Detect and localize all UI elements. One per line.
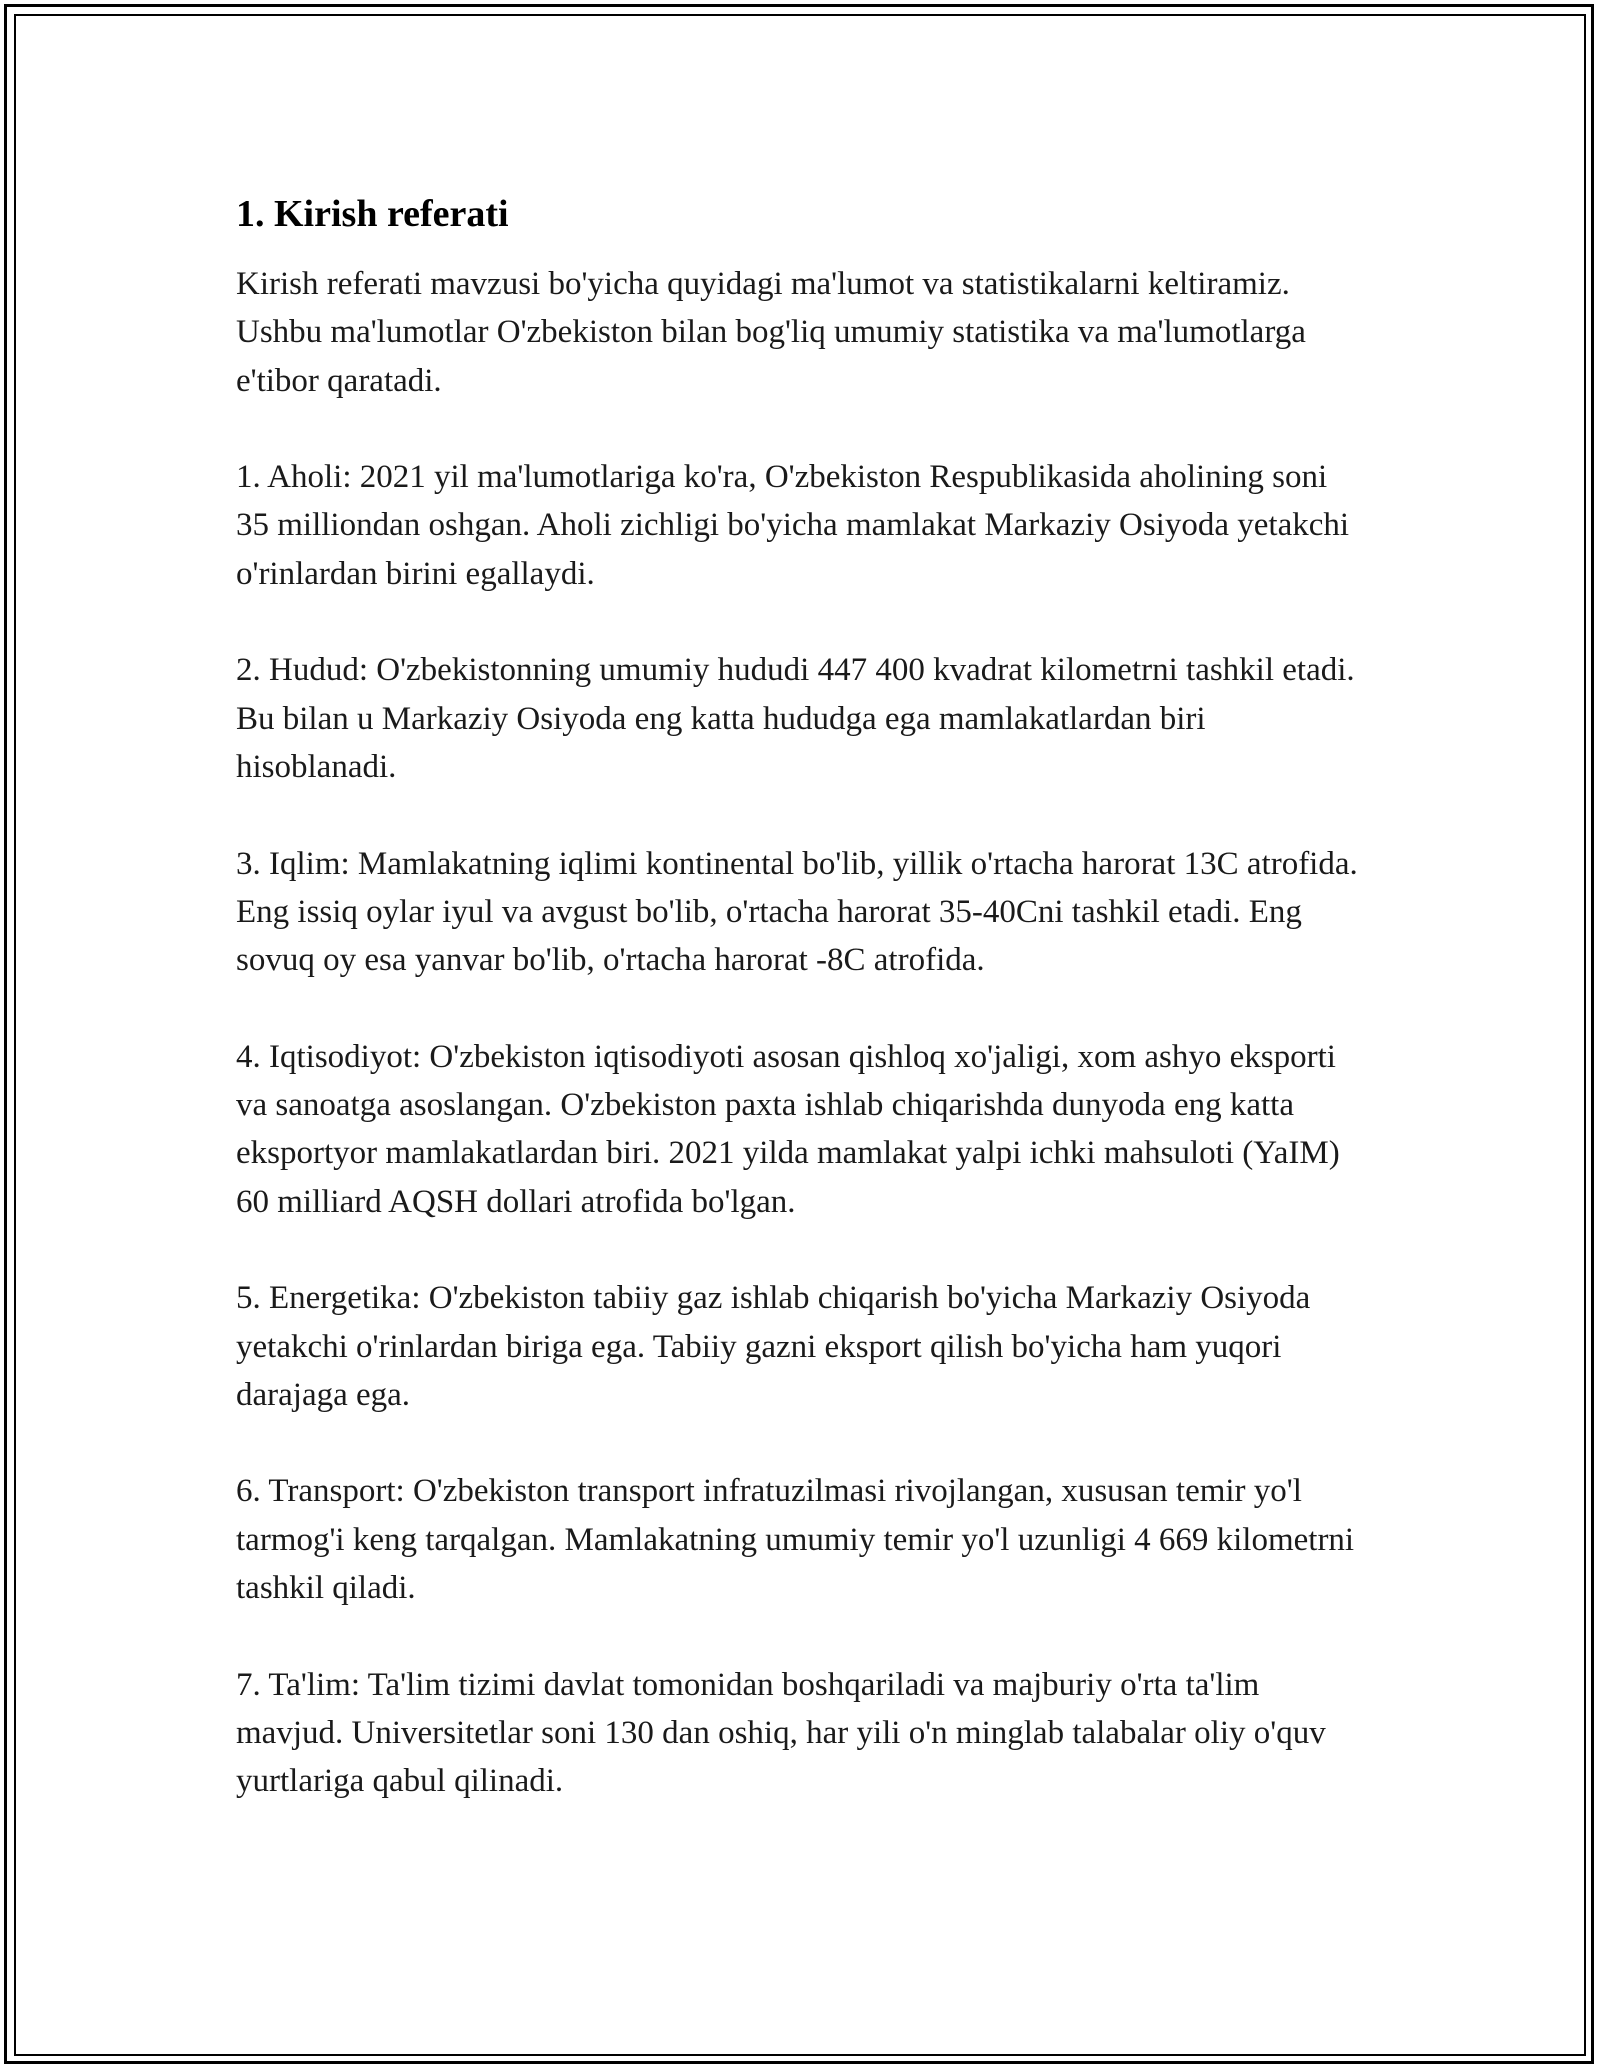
item-climate: 3. Iqlim: Mamlakatning iqlimi kontinental bo'lib, yillik o'rtacha harorat 13C atrofida. Eng issiq oylar iyul va avgust bo'lib, o'rtacha harorat 35-40Cni tashkil etadi. Eng sovuq oy esa yanvar bo'lib, o'rtacha harorat -8C atrofida. [236, 845, 1358, 979]
intro-paragraph: Kirish referati mavzusi bo'yicha quyidagi ma'lumot va statistikalarni keltiramiz. Ushbu ma'lumotlar O'zbekiston bilan bog'liq umumiy statistika va ma'lumotlarga e'tibor qaratadi. [236, 266, 1306, 399]
document-title: 1. Kirish referati [236, 193, 509, 235]
item-economy: 4. Iqtisodiyot: O'zbekiston iqtisodiyoti asosan qishloq xo'jaligi, xom ashyo eksporti va sanoatga asoslangan. O'zbekiston paxta ishlab chiqarishda dunyoda eng katta eksportyor mamlakatlardan biri. 2021 yilda mamlakat yalpi ichki mahsuloti (YaIM) 60 milliard AQSH dollari atrofida bo'lgan. [236, 1038, 1340, 1220]
item-transport: 6. Transport: O'zbekiston transport infratuzilmasi rivojlangan, xususan temir yo'l tarmog'i keng tarqalgan. Mamlakatning umumiy temir yo'l uzunligi 4 669 kilometrni tashkil qiladi. [236, 1473, 1355, 1607]
item-education: 7. Ta'lim: Ta'lim tizimi davlat tomonidan boshqariladi va majburiy o'rta ta'lim mavjud. Universitetlar soni 130 dan oshiq, har yili o'n minglab talabalar oliy o'quv yurtlariga qabul qilinadi. [236, 1666, 1326, 1800]
document-body [236, 188, 1366, 1854]
item-territory: 2. Hudud: O'zbekistonning umumiy hududi 447 400 kvadrat kilometrni tashkil etadi. Bu bilan u Markaziy Osiyoda eng katta hududga ega mamlakatlardan biri hisoblanadi. [236, 652, 1355, 785]
item-population: 1. Aholi: 2021 yil ma'lumotlariga ko'ra, O'zbekiston Respublikasida aholining soni 35 milliondan oshgan. Aholi zichligi bo'yicha mamlakat Markaziy Osiyoda yetakchi o'rinlardan birini egallaydi. [236, 459, 1350, 592]
item-energy: 5. Energetika: O'zbekiston tabiiy gaz ishlab chiqarish bo'yicha Markaziy Osiyoda yetakchi o'rinlardan biriga ega. Tabiiy gazni eksport qilish bo'yicha ham yuqori darajaga ega. [236, 1280, 1311, 1413]
